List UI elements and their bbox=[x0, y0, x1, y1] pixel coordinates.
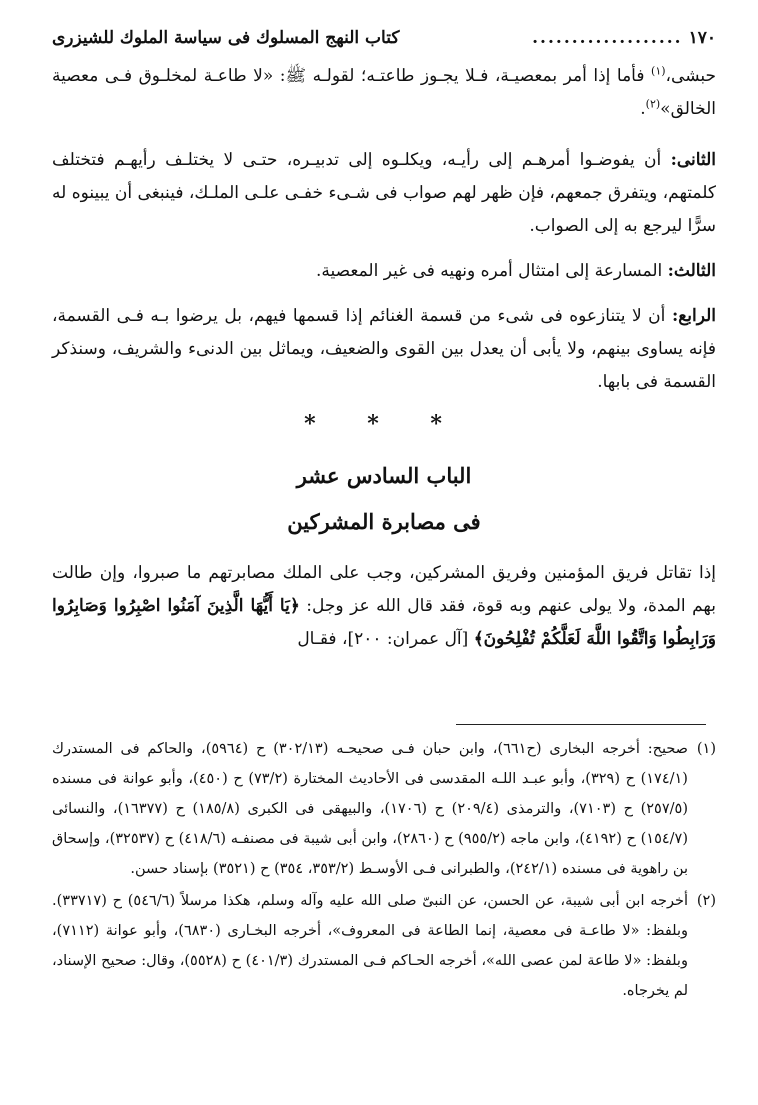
intro-text-c: . bbox=[640, 99, 646, 119]
intro-text-b: فأما إذا أمر بمعصيـة، فـلا يجـوز طاعتـه؛ لقولـه ﷺ: «لا طاعـة لمخلـوق فـى معصية الخالق» bbox=[52, 66, 716, 119]
point-fourth bbox=[52, 300, 716, 399]
point-text: أن يفوضـوا أمرهـم إلى رأيـه، ويكلـوه إلى تدبيـره، حتـى لا يختلـف رأيهـم فتختلف كلمتهم، ويتفرق جمعهم، فإن ظهر لهم صواب فى شـىء خفـى علـى الملـك، فينبغى أن يبينوه له سرًّا ليرجع به إلى الصواب. bbox=[52, 150, 716, 236]
chapter-paragraph bbox=[52, 557, 716, 656]
footnote-ref-2[interactable]: (٢) bbox=[645, 97, 661, 111]
point-label: الثانى: bbox=[670, 150, 716, 170]
book-title: كتاب النهج المسلوك فى سياسة الملوك للشيزرى bbox=[52, 28, 400, 48]
running-header bbox=[52, 28, 716, 60]
header-dots: ................... bbox=[532, 28, 683, 48]
point-text: أن لا يتنازعوه فى شىء من قسمة الغنائم إذا قسمها فيهم، بل يرضوا بـه فـى القسمة، فإنه يساوى بينهم، ولا يأبى أن يعدل بين القوى والضعيف، ويماثل بين الدنىء والشريف، وسنذكر القسمة فى بابها. bbox=[52, 306, 716, 392]
chapter-text-a: إذا تقاتل فريق المؤمنين وفريق المشركين، وجب على الملك مصابرتهم ما صبروا، وإن طالت بهم المدة، ولا يولى عنهم وبه قوة، فقد قال الله عز وجل: bbox=[52, 563, 716, 616]
footnote-ref-1[interactable]: (١) bbox=[651, 64, 666, 78]
point-label: الثالث: bbox=[667, 261, 716, 281]
page-number: ١٧٠ bbox=[688, 28, 716, 48]
quran-verse: ﴿يَا أَيُّهَا الَّذِينَ آمَنُوا اصْبِرُوا وَصَابِرُوا وَرَابِطُوا وَاتَّقُوا اللَّهَ لَعَلَّكُمْ تُفْلِحُونَ﴾ bbox=[52, 596, 716, 649]
chapter-text-b: [آل عمران: ٢٠٠]، فقـال bbox=[297, 629, 474, 649]
point-text: المسارعة إلى امتثال أمره ونهيه فى غير المعصية. bbox=[316, 261, 668, 281]
page-body bbox=[52, 28, 716, 668]
footnote-number: (١) bbox=[696, 741, 716, 757]
footnote-text: أخرجه ابن أبى شيبة، عن الحسن، عن النبىّ صلى الله عليه وآله وسلم، هكذا مرسلاً (٥٤٦/٦) ح (٣٣٧١٧). وبلفظ: «لا طاعـة فى معصية، إنما الطاعة فى المعروف»، أخرجه البخـارى (٦٨٣٠)، وأبو عوانة (٧١١٢)، وبلفظ: «لا طاعة لمن عصى الله»، أخرجه الحـاكم فـى المستدرك (٤٠١/٣) ح (٥٥٢٨)، وقال: صحيح الإسناد، لم يخرجاه. bbox=[52, 893, 688, 999]
footnote-divider bbox=[456, 724, 706, 725]
footnote-1 bbox=[52, 734, 716, 884]
footnote-number: (٢) bbox=[696, 893, 716, 909]
intro-text-a: حبشى، bbox=[665, 66, 716, 86]
point-second bbox=[52, 144, 716, 243]
footnote-2 bbox=[52, 886, 716, 1006]
footnotes bbox=[52, 734, 716, 1008]
section-separator: * * * bbox=[304, 411, 464, 437]
point-label: الرابع: bbox=[671, 306, 716, 326]
chapter-title: الباب السادس عشر bbox=[296, 463, 472, 488]
intro-paragraph bbox=[52, 60, 716, 126]
chapter-subtitle: فى مصابرة المشركين bbox=[287, 509, 481, 534]
footnote-text: صحيح: أخرجه البخارى (ح٦٦١)، وابن حبان فـى صحيحـه (٣٠٢/١٣) ح (٥٩٦٤)، والحاكم فى المستدرك (١٧٤/١) ح (٣٢٩)، وأبو عبـد اللـه المقدسى فى الأحاديث المختارة (٧٣/٢) ح (٤٥٠)، وأبو عوانة فى مسنده (٢٥٧/٥) ح (٧١٠٣)، والترمذى (٢٠٩/٤) ح (١٧٠٦)، والبيهقى فى الكبرى (١٨٥/٨) ح (١٦٣٧٧)، والنسائى (١٥٤/٧) ح (٤١٩٢)، وابن ماجه (٩٥٥/٢) ح (٢٨٦٠)، وابن أبى شيبة فى مصنفـه (٤١٨/٦) ح (٣٢٥٣٧)، وإسحاق بن راهوية فى مسنده (٢٤٢/١)، والطبرانى فـى الأوسـط (٣٥٣/٢، ٣٥٤) ح (٣٥٢١) بإسناد حسن. bbox=[52, 741, 688, 877]
point-third bbox=[52, 255, 716, 288]
